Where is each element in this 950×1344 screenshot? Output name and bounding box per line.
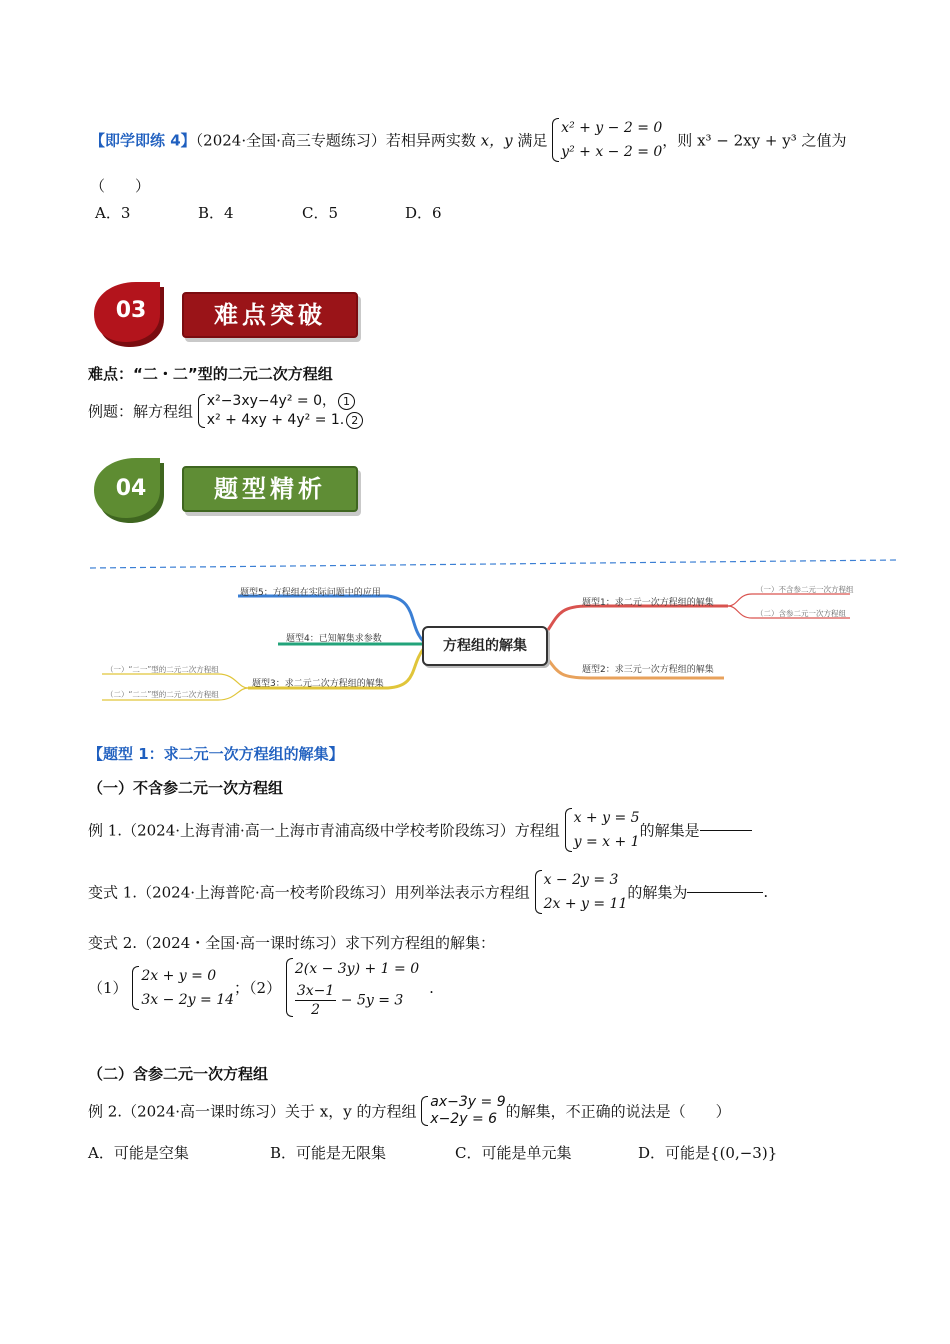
variant2-text: 变式 2.（2024・全国·高一课时练习）求下列方程组的解集： — [88, 934, 496, 952]
section4-badge: 04 — [115, 476, 147, 501]
variant2-p2-den: 2 — [311, 1002, 321, 1018]
q4-tag: 【即学即练 4】 — [90, 131, 196, 150]
variant2-sep: ；（2） — [234, 979, 282, 997]
mindmap-sub-t3b: （二）“二二”型的二元二次方程组 — [106, 690, 219, 699]
variant1-eq1: x − 2y = 3 — [543, 872, 619, 888]
difficulty-system — [198, 392, 363, 430]
section4-title: 题型精析 — [214, 475, 326, 503]
example2-tail: 的解集，不正确的说法是（ ） — [505, 1102, 731, 1121]
example2-eq2: x−2y = 6 — [430, 1111, 498, 1127]
difficulty-heading: 难点：“二・二”型的二元二次方程组 — [88, 365, 333, 383]
difficulty-eq1: x²−3xy−4y² = 0， — [206, 393, 336, 409]
q4-option-a: A．3 — [95, 204, 131, 222]
variant2-p2-fraction — [295, 982, 336, 1019]
q4-cond: 满足 — [512, 131, 548, 150]
q4-option-b: B．4 — [198, 204, 234, 222]
variant2-p1-eq1: 2x + y = 0 — [141, 967, 217, 984]
example2-option-c: C．可能是单元集 — [455, 1144, 572, 1162]
example2-text: 例 2.（2024·高一课时练习）关于 x，y 的方程组 — [88, 1102, 417, 1121]
section3-banner — [182, 292, 358, 338]
type1-sub1: （一）不含参二元一次方程组 — [88, 779, 284, 797]
type1-sub2: （二）含参二元一次方程组 — [88, 1065, 269, 1083]
example2-option-b: B．可能是无限集 — [270, 1144, 387, 1162]
difficulty-mark1: 1 — [338, 393, 355, 410]
example2-eq1: ax−3y = 9 — [430, 1094, 506, 1110]
difficulty-mark2: 2 — [346, 412, 363, 429]
example1-text: 例 1.（2024·上海青浦·高一上海市青浦高级中学校考阶段练习）方程组 — [88, 821, 560, 840]
variant2-p1-system — [132, 964, 234, 1012]
mindmap-sub-t3a: （一）“二一”型的二元二次方程组 — [106, 665, 219, 674]
q4-option-d: D．6 — [405, 204, 442, 222]
q4-source: （2024·全国·高三专题练习）若相异两实数 — [195, 131, 476, 150]
variant2-p1-eq2: 3x − 2y = 14 — [141, 991, 235, 1008]
variant2-p2-system — [286, 956, 419, 1019]
example2 — [88, 1094, 731, 1128]
example2-option-a: A．可能是空集 — [88, 1144, 189, 1162]
mindmap — [88, 556, 900, 706]
section4-banner — [182, 466, 358, 512]
mindmap-sub-t1a: （一）不含参二元一次方程组 — [756, 585, 854, 594]
difficulty-example — [88, 392, 363, 430]
difficulty-eq2: x² + 4xy + 4y² = 1. — [206, 412, 345, 428]
example1-system — [565, 806, 640, 854]
variant2-p1-label: （1） — [88, 979, 128, 997]
variant2-p2-num: 3x−1 — [296, 983, 335, 999]
example1-tail: 的解集是 — [639, 821, 700, 840]
section3-title: 难点突破 — [214, 301, 326, 329]
variant1-end: . — [763, 883, 769, 901]
q4-system — [552, 116, 662, 164]
difficulty-example-label: 例题：解方程组 — [88, 402, 194, 421]
mindmap-center — [422, 626, 548, 666]
section3-header — [88, 278, 368, 348]
mindmap-branch-t1: 题型1：求二元一次方程组的解集 — [582, 598, 714, 608]
mindmap-center-label: 方程组的解集 — [443, 638, 527, 654]
example1-eq2: y = x + 1 — [573, 834, 640, 850]
variant1-eq2: 2x + y = 11 — [543, 896, 628, 912]
q4-line — [90, 116, 870, 172]
example2-option-d: D．可能是{(0,−3)} — [638, 1144, 778, 1162]
variant1-text: 变式 1.（2024·上海普陀·高一校考阶段练习）用列举法表示方程组 — [88, 883, 530, 902]
variant1-tail: 的解集为 — [627, 883, 688, 902]
variant1-system — [535, 868, 628, 916]
variant2-end: . — [429, 978, 434, 997]
example1-eq1: x + y = 5 — [573, 810, 640, 826]
mindmap-branch-t4: 题型4：已知解集求参数 — [286, 634, 382, 644]
mindmap-sub-t1b: （二）含参二元一次方程组 — [756, 609, 846, 618]
variant1-answer-blank — [687, 892, 763, 893]
q4-vars: x，y — [480, 131, 513, 150]
mindmap-branch-t2: 题型2：求三元一次方程组的解集 — [582, 665, 714, 675]
variant1 — [88, 868, 768, 916]
q4-eq1: x² + y − 2 = 0 — [561, 120, 663, 136]
variant2-p2-rest: − 5y = 3 — [340, 992, 404, 1009]
type1-heading: 【题型 1：求二元一次方程组的解集】 — [88, 745, 344, 763]
q4-paren: （ ） — [90, 177, 151, 195]
mindmap-branch-t5: 题型5：方程组在实际问题中的应用 — [240, 588, 381, 598]
section4-header — [88, 452, 368, 524]
q4-tail: ，则 x³ − 2xy + y³ 之值为 — [662, 131, 847, 150]
example1-answer-blank — [700, 830, 752, 831]
q4-eq2: y² + x − 2 = 0 — [561, 144, 663, 160]
mindmap-branch-t3: 题型3：求二元二次方程组的解集 — [252, 679, 384, 689]
example1 — [88, 806, 752, 854]
variant2-parts — [88, 956, 434, 1019]
q4-option-c: C．5 — [302, 204, 339, 222]
variant2-p2-eq1: 2(x − 3y) + 1 = 0 — [294, 961, 420, 977]
section3-badge: 03 — [115, 298, 147, 323]
example2-system — [421, 1094, 505, 1128]
